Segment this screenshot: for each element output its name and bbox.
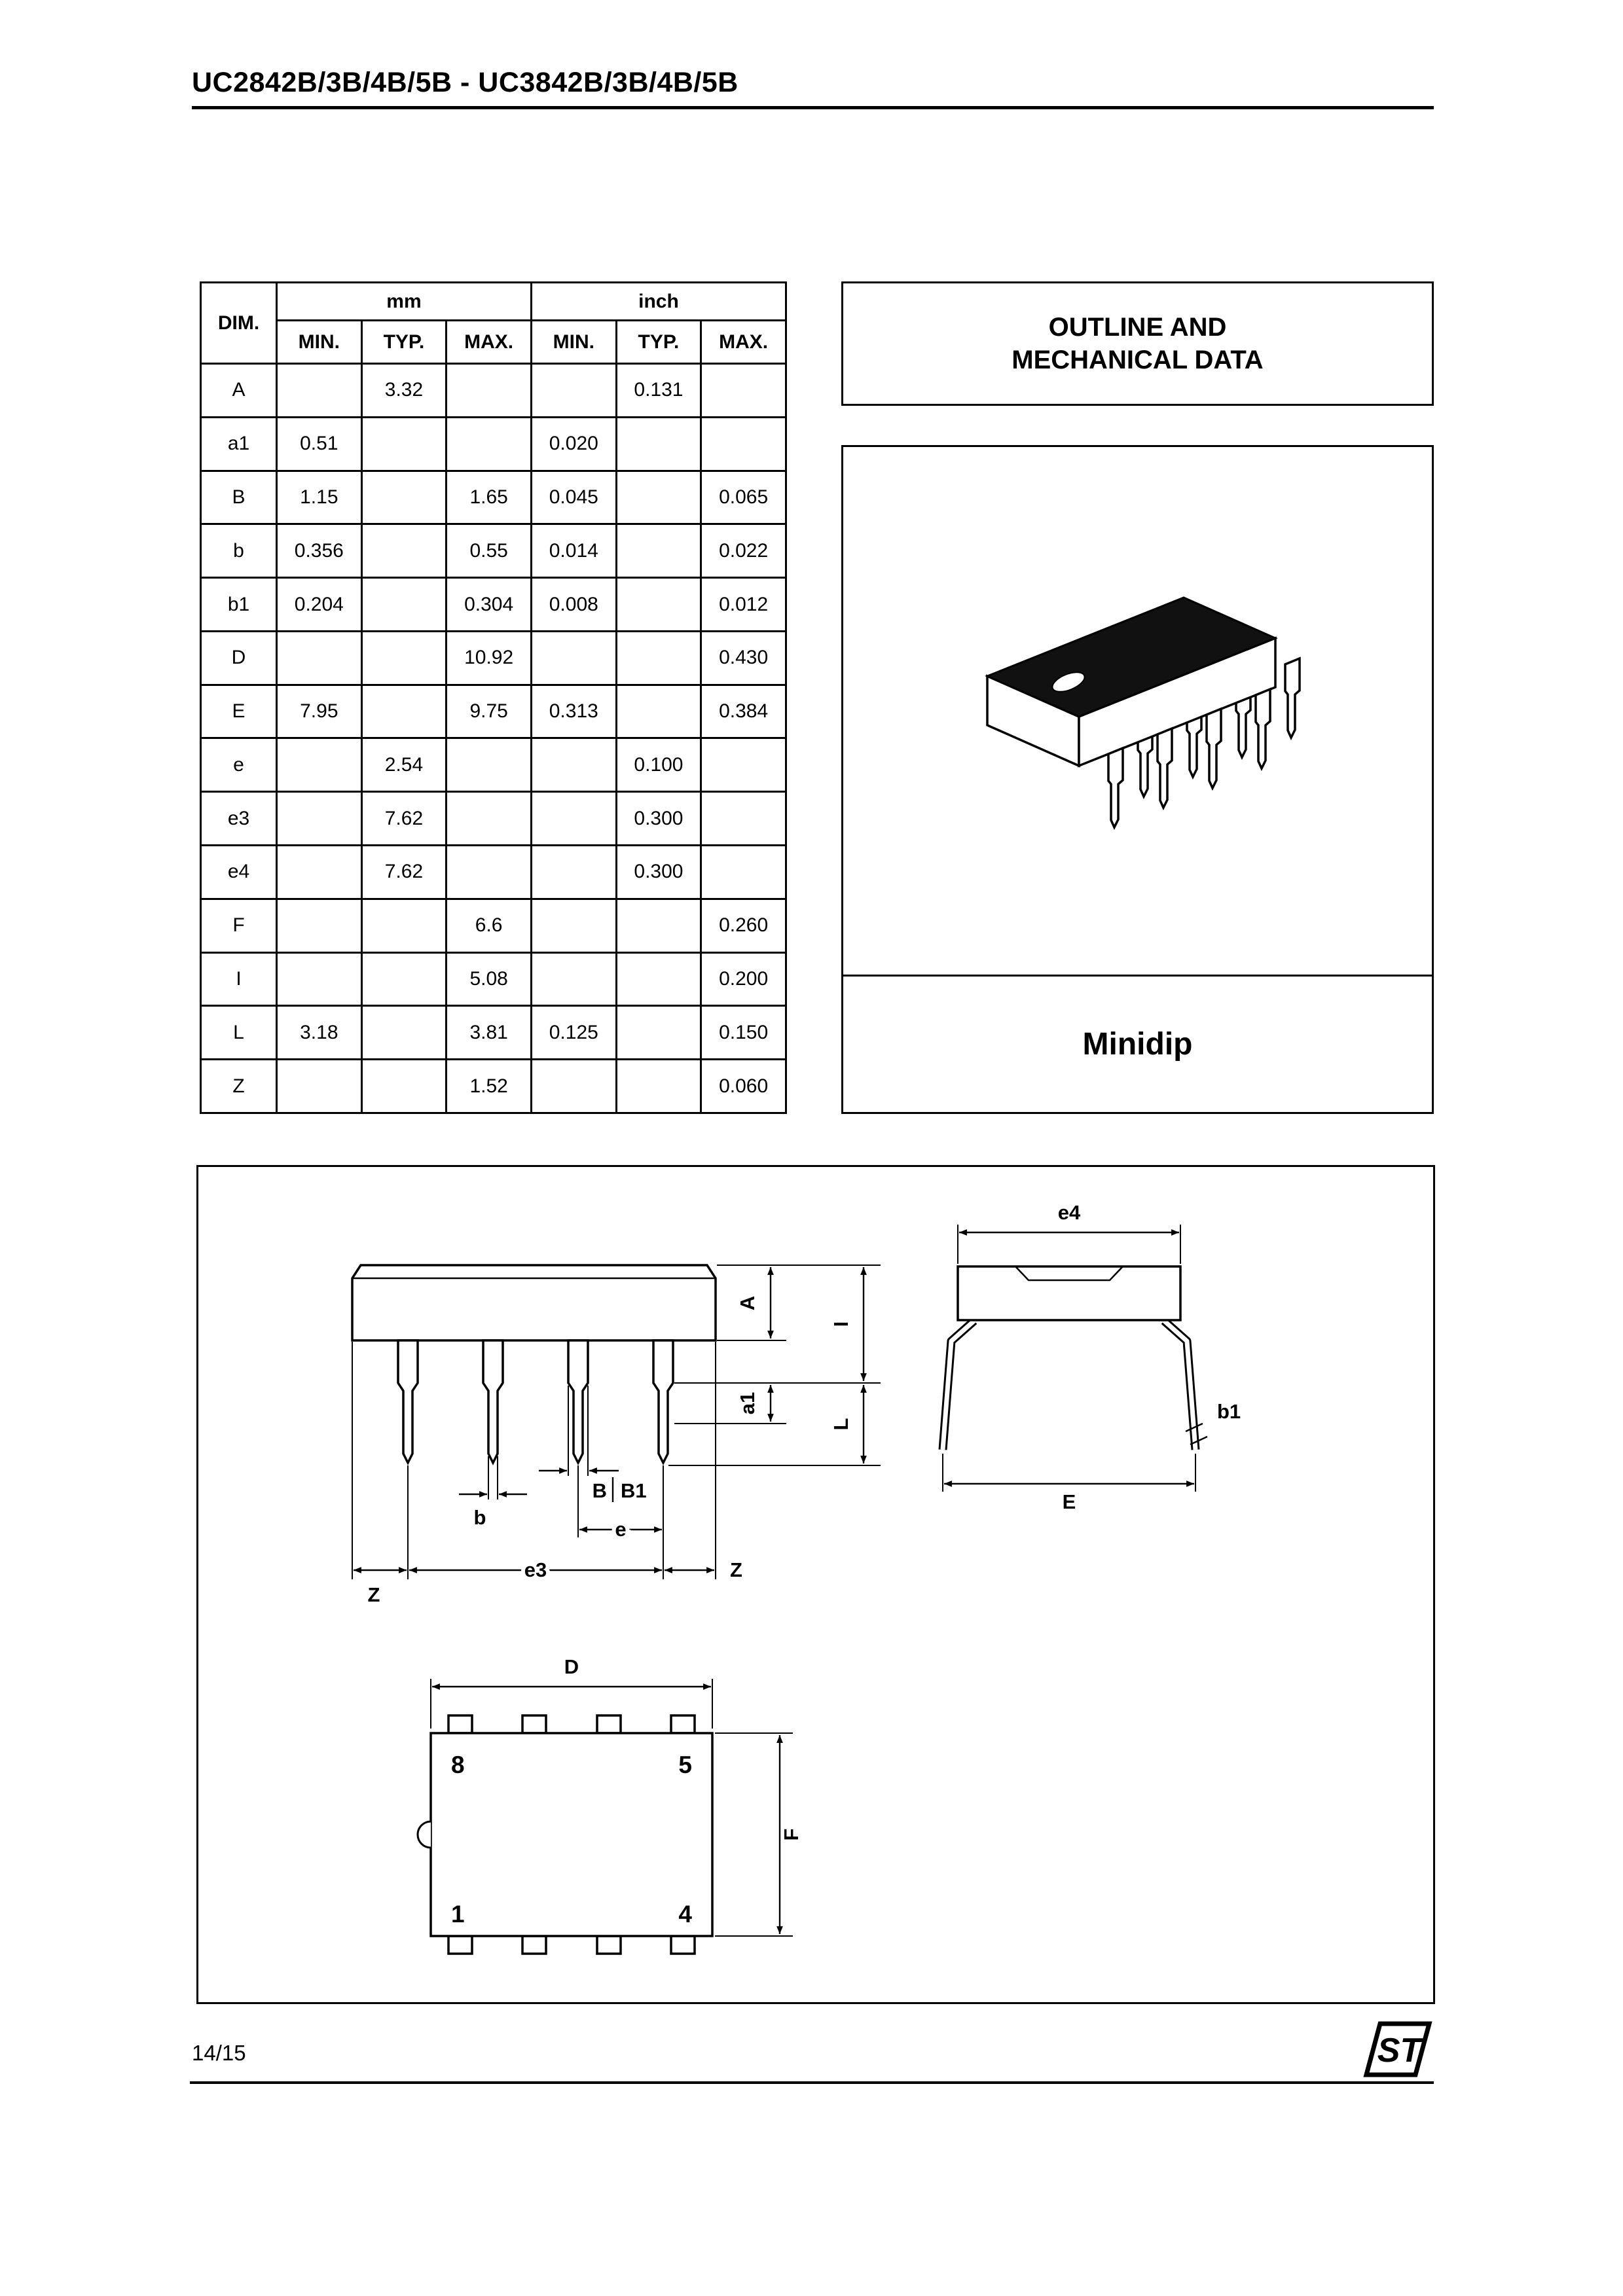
table-row [201,952,786,1006]
table-cell: 0.014 [531,524,616,578]
table-cell: 0.260 [701,899,786,952]
table-cell [447,417,532,471]
table-cell [447,738,532,792]
pad [671,1936,695,1954]
table-cell: 1.52 [447,1060,532,1113]
table-cell: 0.200 [701,952,786,1006]
pad [448,1936,472,1954]
table-row [201,738,786,792]
dim-label: a1 [201,417,277,471]
table-cell [531,364,616,418]
notch [418,1821,431,1848]
page-title: UC2842B/3B/4B/5B - UC3842B/3B/4B/5B [192,67,739,98]
col-header: MAX. [447,321,532,364]
table-cell [277,364,362,418]
table-cell [616,524,701,578]
table-cell [531,738,616,792]
table-cell: 2.54 [361,738,447,792]
footer-rule [190,2081,1434,2084]
table-cell [277,846,362,899]
dip-pin-front [1207,709,1221,788]
table-cell [361,417,447,471]
dim-label-e3: e3 [524,1558,547,1581]
table-row [201,631,786,685]
table-cell [361,1006,447,1060]
outline-title-line1: OUTLINE AND [1048,313,1227,342]
dim-label-L: L [830,1418,852,1431]
table-cell: 0.100 [616,738,701,792]
package-body-front [352,1265,716,1340]
table-row [201,1006,786,1060]
package-3d-drawing [843,447,1432,975]
table-cell [447,846,532,899]
table-cell: 0.008 [531,578,616,632]
table-cell [361,578,447,632]
table-cell [616,685,701,738]
st-logo [1362,2020,1434,2079]
table-cell [616,899,701,952]
table-cell [447,792,532,846]
col-header: TYP. [616,321,701,364]
table-cell: 0.51 [277,417,362,471]
dim-label: b1 [201,578,277,632]
table-cell [701,417,786,471]
col-header: MIN. [277,321,362,364]
table-cell [361,952,447,1006]
table-cell [531,1060,616,1113]
package-body-bottom [431,1733,712,1936]
table-cell: 1.65 [447,471,532,524]
table-cell: 0.384 [701,685,786,738]
dim-label-D: D [564,1655,579,1678]
table-cell [616,471,701,524]
table-cell: 5.08 [447,952,532,1006]
unit-header-mm: mm [277,283,532,321]
outline-title-box [841,281,1434,406]
table-row [201,685,786,738]
dim-label: e [201,738,277,792]
dim-label-e: e [615,1518,627,1541]
dim-label: e4 [201,846,277,899]
dim-label-B1: B1 [621,1479,647,1502]
dim-label: b [201,524,277,578]
dim-label-E: E [1062,1490,1076,1513]
table-cell: 7.62 [361,846,447,899]
dip-pin-front [1256,689,1270,768]
pad [448,1715,472,1733]
table-cell [277,738,362,792]
table-cell: 0.150 [701,1006,786,1060]
table-cell [531,952,616,1006]
table-cell [361,899,447,952]
table-row [201,364,786,418]
table-cell [277,899,362,952]
table-cell: 9.75 [447,685,532,738]
table-cell: 0.012 [701,578,786,632]
dim-label: e3 [201,792,277,846]
table-cell [616,417,701,471]
mechanical-drawing [198,1167,1433,2002]
bottom-view [418,1655,803,1954]
dim-label-F: F [780,1828,803,1841]
package-name: Minidip [843,975,1432,1112]
st-logo-graphic [1362,2020,1434,2079]
table-cell: 10.92 [447,631,532,685]
table-cell: 0.045 [531,471,616,524]
header-rule [192,106,1434,109]
side-view [943,1201,1241,1513]
dim-label-a1: a1 [736,1391,759,1415]
table-cell [277,792,362,846]
table-cell: 1.15 [277,471,362,524]
dim-label-b: b [473,1506,486,1529]
table-cell: 0.430 [701,631,786,685]
table-cell: 7.62 [361,792,447,846]
dim-label-b1: b1 [1217,1400,1241,1423]
table-cell: 0.060 [701,1060,786,1113]
pad [522,1936,546,1954]
table-corner-header: DIM. [201,283,277,364]
dip-pin-back [1285,658,1300,738]
pin [483,1340,503,1463]
table-cell [447,364,532,418]
package-panel [841,445,1434,1114]
dim-label-Z-right: Z [730,1558,742,1581]
table-cell [701,846,786,899]
outline-title-line2: MECHANICAL DATA [1012,346,1264,374]
table-cell [361,1060,447,1113]
pin-number-4: 4 [678,1901,692,1928]
table-cell [277,952,362,1006]
table-cell: 0.55 [447,524,532,578]
table-cell: 0.020 [531,417,616,471]
dip-pin-front [1108,748,1123,827]
table-cell: 6.6 [447,899,532,952]
table-row [201,1060,786,1113]
col-header: MIN. [531,321,616,364]
dimension-table [200,281,787,1114]
table-row [201,792,786,846]
dim-label: I [201,952,277,1006]
table-cell [361,471,447,524]
pin [653,1340,673,1463]
unit-header-inch: inch [531,283,786,321]
dim-label: L [201,1006,277,1060]
dim-label-I: I [830,1321,852,1327]
table-row [201,524,786,578]
table-row [201,578,786,632]
page-number: 14/15 [192,2041,246,2065]
dim-label: E [201,685,277,738]
table-cell: 0.313 [531,685,616,738]
package-body-side [958,1266,1180,1320]
dim-label: B [201,471,277,524]
dip-pin-front [1158,728,1172,808]
table-cell [531,846,616,899]
pin-number-5: 5 [678,1751,692,1778]
table-cell [701,792,786,846]
table-cell: 0.125 [531,1006,616,1060]
table-cell [616,631,701,685]
table-cell [531,899,616,952]
col-header: TYP. [361,321,447,364]
st-logo-letters: ST [1377,2032,1421,2070]
pad [597,1715,621,1733]
dim-label-A: A [736,1295,759,1311]
table-cell [616,1060,701,1113]
front-view [352,1265,881,1606]
table-cell [277,631,362,685]
dim-label-Z-left: Z [367,1583,380,1606]
table-cell [616,578,701,632]
table-cell: 0.300 [616,792,701,846]
table-cell: 0.131 [616,364,701,418]
table-cell: 0.356 [277,524,362,578]
table-cell [616,1006,701,1060]
table-cell [701,364,786,418]
table-cell [361,524,447,578]
table-cell: 0.204 [277,578,362,632]
dim-label: Z [201,1060,277,1113]
table-cell: 7.95 [277,685,362,738]
table-cell [616,952,701,1006]
col-header: MAX. [701,321,786,364]
dim-label-e4: e4 [1057,1201,1081,1224]
pin-number-8: 8 [451,1751,465,1778]
table-cell: 0.300 [616,846,701,899]
pad [597,1936,621,1954]
pin [398,1340,418,1463]
table-cell [361,685,447,738]
table-cell: 0.022 [701,524,786,578]
table-row [201,417,786,471]
table-cell: 3.18 [277,1006,362,1060]
table-cell [361,631,447,685]
pin-number-1: 1 [451,1901,465,1928]
mechanical-drawing-box [196,1165,1435,2004]
table-cell [277,1060,362,1113]
package-3d-view [843,447,1432,975]
pad [522,1715,546,1733]
table-cell: 3.32 [361,364,447,418]
dim-label-B: B [592,1479,607,1502]
pad [671,1715,695,1733]
table-cell [531,792,616,846]
table-cell: 0.304 [447,578,532,632]
dim-label: D [201,631,277,685]
pin [568,1340,588,1463]
table-row [201,846,786,899]
table-cell [531,631,616,685]
dim-label: F [201,899,277,952]
table-cell: 0.065 [701,471,786,524]
table-row [201,899,786,952]
table-cell: 3.81 [447,1006,532,1060]
table-cell [701,738,786,792]
table-row [201,471,786,524]
dim-label: A [201,364,277,418]
